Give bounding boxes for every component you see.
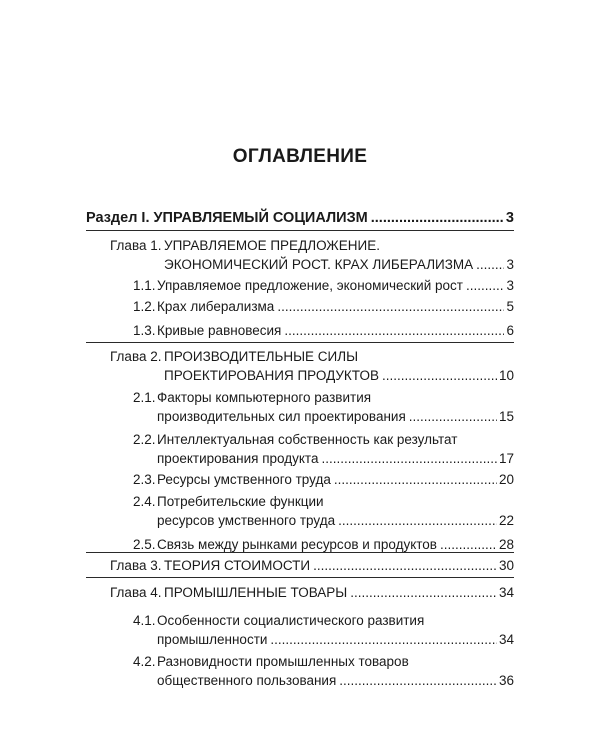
toc-text: производительных сил проектирования xyxy=(157,409,406,424)
toc-subsection[interactable] xyxy=(133,276,514,295)
toc-subsection[interactable] xyxy=(133,430,514,468)
toc-number: Глава 3. xyxy=(110,558,162,573)
dot-leader xyxy=(476,255,504,274)
toc-text: Особенности социалистического развития xyxy=(157,613,425,628)
toc-line xyxy=(110,236,514,255)
toc-line xyxy=(133,276,514,295)
toc-number: 1.1. xyxy=(133,278,156,293)
toc-line xyxy=(133,430,514,449)
toc-chapter[interactable] xyxy=(110,236,514,274)
toc-chapter[interactable] xyxy=(110,583,514,602)
toc-page-number: 17 xyxy=(498,451,514,466)
toc-line xyxy=(133,321,514,340)
toc-number: Глава 4. xyxy=(110,585,162,600)
dot-leader xyxy=(277,297,504,316)
dot-leader xyxy=(313,556,497,575)
toc-line xyxy=(133,470,514,489)
toc-number: 2.2. xyxy=(133,432,156,447)
toc-text: Потребительские функции xyxy=(157,494,324,509)
toc-line xyxy=(133,630,514,649)
toc-line xyxy=(133,652,514,671)
dot-leader xyxy=(339,671,497,690)
toc-page-number: 34 xyxy=(498,632,514,647)
toc-line xyxy=(133,407,514,426)
toc-number: 1.2. xyxy=(133,299,156,314)
toc-line xyxy=(133,511,514,530)
toc-text: УПРАВЛЯЕМОЕ ПРЕДЛОЖЕНИЕ. xyxy=(164,238,380,253)
dot-leader xyxy=(338,511,497,530)
toc-line xyxy=(110,366,514,385)
toc-page-number: 10 xyxy=(498,368,514,383)
toc-number: Глава 2. xyxy=(110,349,162,364)
dot-leader xyxy=(466,276,505,295)
dot-leader xyxy=(382,366,497,385)
dot-leader xyxy=(321,449,496,468)
toc-section[interactable] xyxy=(86,209,514,228)
separator-rule xyxy=(86,230,514,231)
dot-leader xyxy=(270,630,497,649)
toc-text: Факторы компьютерного развития xyxy=(157,390,372,405)
toc-line xyxy=(133,492,514,511)
toc-subsection[interactable] xyxy=(133,388,514,426)
toc-text: промышленности xyxy=(157,632,268,647)
toc-page-number: 15 xyxy=(498,409,514,424)
toc-number: 2.4. xyxy=(133,494,156,509)
dot-leader xyxy=(334,470,497,489)
toc-page-number: 3 xyxy=(506,257,514,272)
toc-line xyxy=(86,209,514,228)
toc-subsection[interactable] xyxy=(133,470,514,489)
dot-leader xyxy=(371,209,504,228)
toc-number: 2.1. xyxy=(133,390,156,405)
toc-text: ЭКОНОМИЧЕСКИЙ РОСТ. КРАХ ЛИБЕРАЛИЗМА xyxy=(164,257,474,272)
toc-text: Управляемое предложение, экономический рост xyxy=(157,278,463,293)
toc-text: проектирования продукта xyxy=(157,451,319,466)
dot-leader xyxy=(409,407,497,426)
toc-number: Глава 1. xyxy=(110,238,162,253)
toc-line xyxy=(133,535,514,554)
dot-leader xyxy=(350,583,497,602)
toc-line xyxy=(133,297,514,316)
toc-page-number: 28 xyxy=(498,537,514,552)
toc-text: Связь между рынками ресурсов и продуктов xyxy=(157,537,437,552)
toc-page-number: 6 xyxy=(506,323,514,338)
toc-line xyxy=(133,449,514,468)
toc-line xyxy=(133,611,514,630)
separator-rule xyxy=(86,577,514,578)
toc-page-number: 20 xyxy=(498,472,514,487)
toc-page-number: 34 xyxy=(498,585,514,600)
toc-page-number: 5 xyxy=(506,299,514,314)
toc-subsection[interactable] xyxy=(133,611,514,649)
toc-line xyxy=(110,556,514,575)
toc-page-number: 36 xyxy=(498,673,514,688)
toc-page-number: 22 xyxy=(498,513,514,528)
toc-page-number: 3 xyxy=(506,278,514,293)
toc-page-number: 3 xyxy=(505,210,514,226)
toc-number: 2.3. xyxy=(133,472,156,487)
toc-subsection[interactable] xyxy=(133,297,514,316)
dot-leader xyxy=(284,321,504,340)
toc-text: Раздел I. УПРАВЛЯЕМЫЙ СОЦИАЛИЗМ xyxy=(86,210,368,226)
toc-text: ПРОИЗВОДИТЕЛЬНЫЕ СИЛЫ xyxy=(164,349,359,364)
toc-chapter[interactable] xyxy=(110,556,514,575)
toc-number: 2.5. xyxy=(133,537,156,552)
toc-text: ПРОМЫШЛЕННЫЕ ТОВАРЫ xyxy=(164,585,348,600)
toc-text: Разновидности промышленных товаров xyxy=(157,654,409,669)
toc-subsection[interactable] xyxy=(133,535,514,554)
toc-number: 4.2. xyxy=(133,654,156,669)
toc-line xyxy=(110,583,514,602)
toc-line xyxy=(133,671,514,690)
toc-number: 4.1. xyxy=(133,613,156,628)
dot-leader xyxy=(440,535,497,554)
toc-text: ТЕОРИЯ СТОИМОСТИ xyxy=(164,558,311,573)
toc-text: Крах либерализма xyxy=(157,299,275,314)
toc-line xyxy=(133,388,514,407)
page-title: ОГЛАВЛЕНИЕ xyxy=(232,146,368,167)
toc-text: ПРОЕКТИРОВАНИЯ ПРОДУКТОВ xyxy=(164,368,379,383)
toc-text: Кривые равновесия xyxy=(157,323,282,338)
toc-text: Ресурсы умственного труда xyxy=(157,472,331,487)
toc-number: 1.3. xyxy=(133,323,156,338)
toc-page-number: 30 xyxy=(498,558,514,573)
separator-rule xyxy=(86,342,514,343)
toc-subsection[interactable] xyxy=(133,652,514,690)
toc-line xyxy=(110,255,514,274)
toc-subsection[interactable] xyxy=(133,492,514,530)
toc-text: Интеллектуальная собственность как результат xyxy=(157,432,458,447)
toc-text: общественного пользования xyxy=(157,673,337,688)
toc-line xyxy=(110,347,514,366)
toc-chapter[interactable] xyxy=(110,347,514,385)
toc-text: ресурсов умственного труда xyxy=(157,513,336,528)
toc-subsection[interactable] xyxy=(133,321,514,340)
